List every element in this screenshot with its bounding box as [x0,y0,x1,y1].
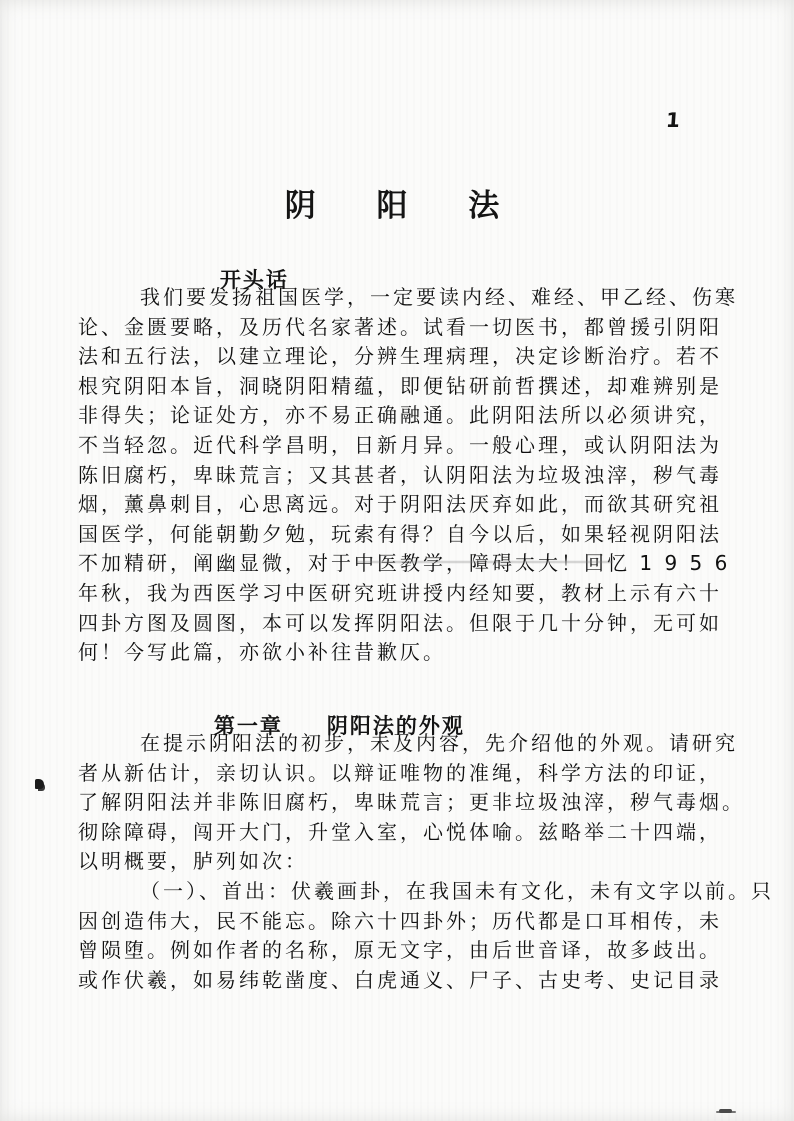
chapter-one-section [78,686,774,993]
text-line: 不加精研，阐幽显微，对于中医教学，障碍太大！回忆 1 9 5 6 [78,551,731,576]
text-line: 非得失；论证处方，亦不易正确融通。此阴阳法所以必须讲究， [78,403,722,428]
text-line: 或作伏羲，如易纬乾凿度、白虎通义、尸子、古史考、史记目录 [78,967,722,992]
text-line: 不当轻忽。近代科学昌明，日新月异。一般心理，或认阴阳法为 [78,432,722,457]
ink-speck [719,1109,732,1113]
text-line: 我们要发扬祖国医学，一定要读内经、难经、甲乙经、伤寒 [140,285,738,309]
text-line: 国医学，何能朝勤夕勉，玩索有得？自今以后，如果轻视阴阳法 [78,521,722,546]
text-line: 何！今写此篇，亦欲小补往昔歉仄。 [78,640,446,665]
text-line: 曾陨堕。例如作者的名称，原无文字，由后世音译，故多歧出。 [78,938,722,963]
section-heading [78,240,750,292]
text-line: 年秋，我为西医学习中医研究班讲授内经知要，教材上示有六十 [78,580,722,605]
text-line: （一）、首出：伏羲画卦，在我国未有文化，未有文字以前。只 [140,878,774,903]
text-line: 根究阴阳本旨，洞晓阴阳精蕴，即便钻研前哲撰述，却难辨别是 [78,373,722,398]
ink-speck [35,779,44,789]
handwritten-text-block [78,281,750,666]
text-line: 者从新估计，亲切认识。以辩证唯物的准绳，科学方法的印证， [78,760,722,785]
page-number: 1 [665,108,682,132]
opening-remarks-section [78,240,750,666]
document-title: 阴 阳 法 [284,188,510,224]
pencil-underline-mark [357,561,613,563]
text-line: 法和五行法，以建立理论，分辨生理病理，决定诊断治疗。若不 [78,344,722,369]
text-line: 陈旧腐朽，卑昧荒言；又其甚者，认阴阳法为垃圾浊滓，秽气毒 [78,462,722,487]
text-line: 在提示阴阳法的初步，未及内容，先介绍他的外观。请研究 [140,731,738,755]
chapter-heading-title: 阴阳法的外观 [326,714,465,738]
text-line: 四卦方图及圆图，本可以发挥阴阳法。但限于几十分钟，无可如 [78,610,722,635]
chapter-heading [78,686,750,738]
text-line: 以明概要，胪列如次： [78,849,308,874]
section-heading-label: 开头话 [219,268,289,292]
text-line: 彻除障碍，闯开大门，升堂入室，心悦体喻。兹略举二十四端， [78,819,722,844]
chapter-heading-label: 第一章 [213,714,283,738]
text-line: 因创造伟大，民不能忘。除六十四卦外；历代都是口耳相传，未 [78,908,722,933]
text-line: 了解阴阳法并非陈旧腐朽，卑昧荒言；更非垃圾浊滓，秽气毒烟。 [78,790,745,815]
text-line: 烟，薰鼻刺目，心思离远。对于阴阳法厌弃如此，而欲其研究祖 [78,492,722,517]
handwritten-text-block [78,727,774,993]
text-line: 论、金匮要略，及历代名家著述。试看一切医书，都曾援引阴阳 [78,314,722,339]
